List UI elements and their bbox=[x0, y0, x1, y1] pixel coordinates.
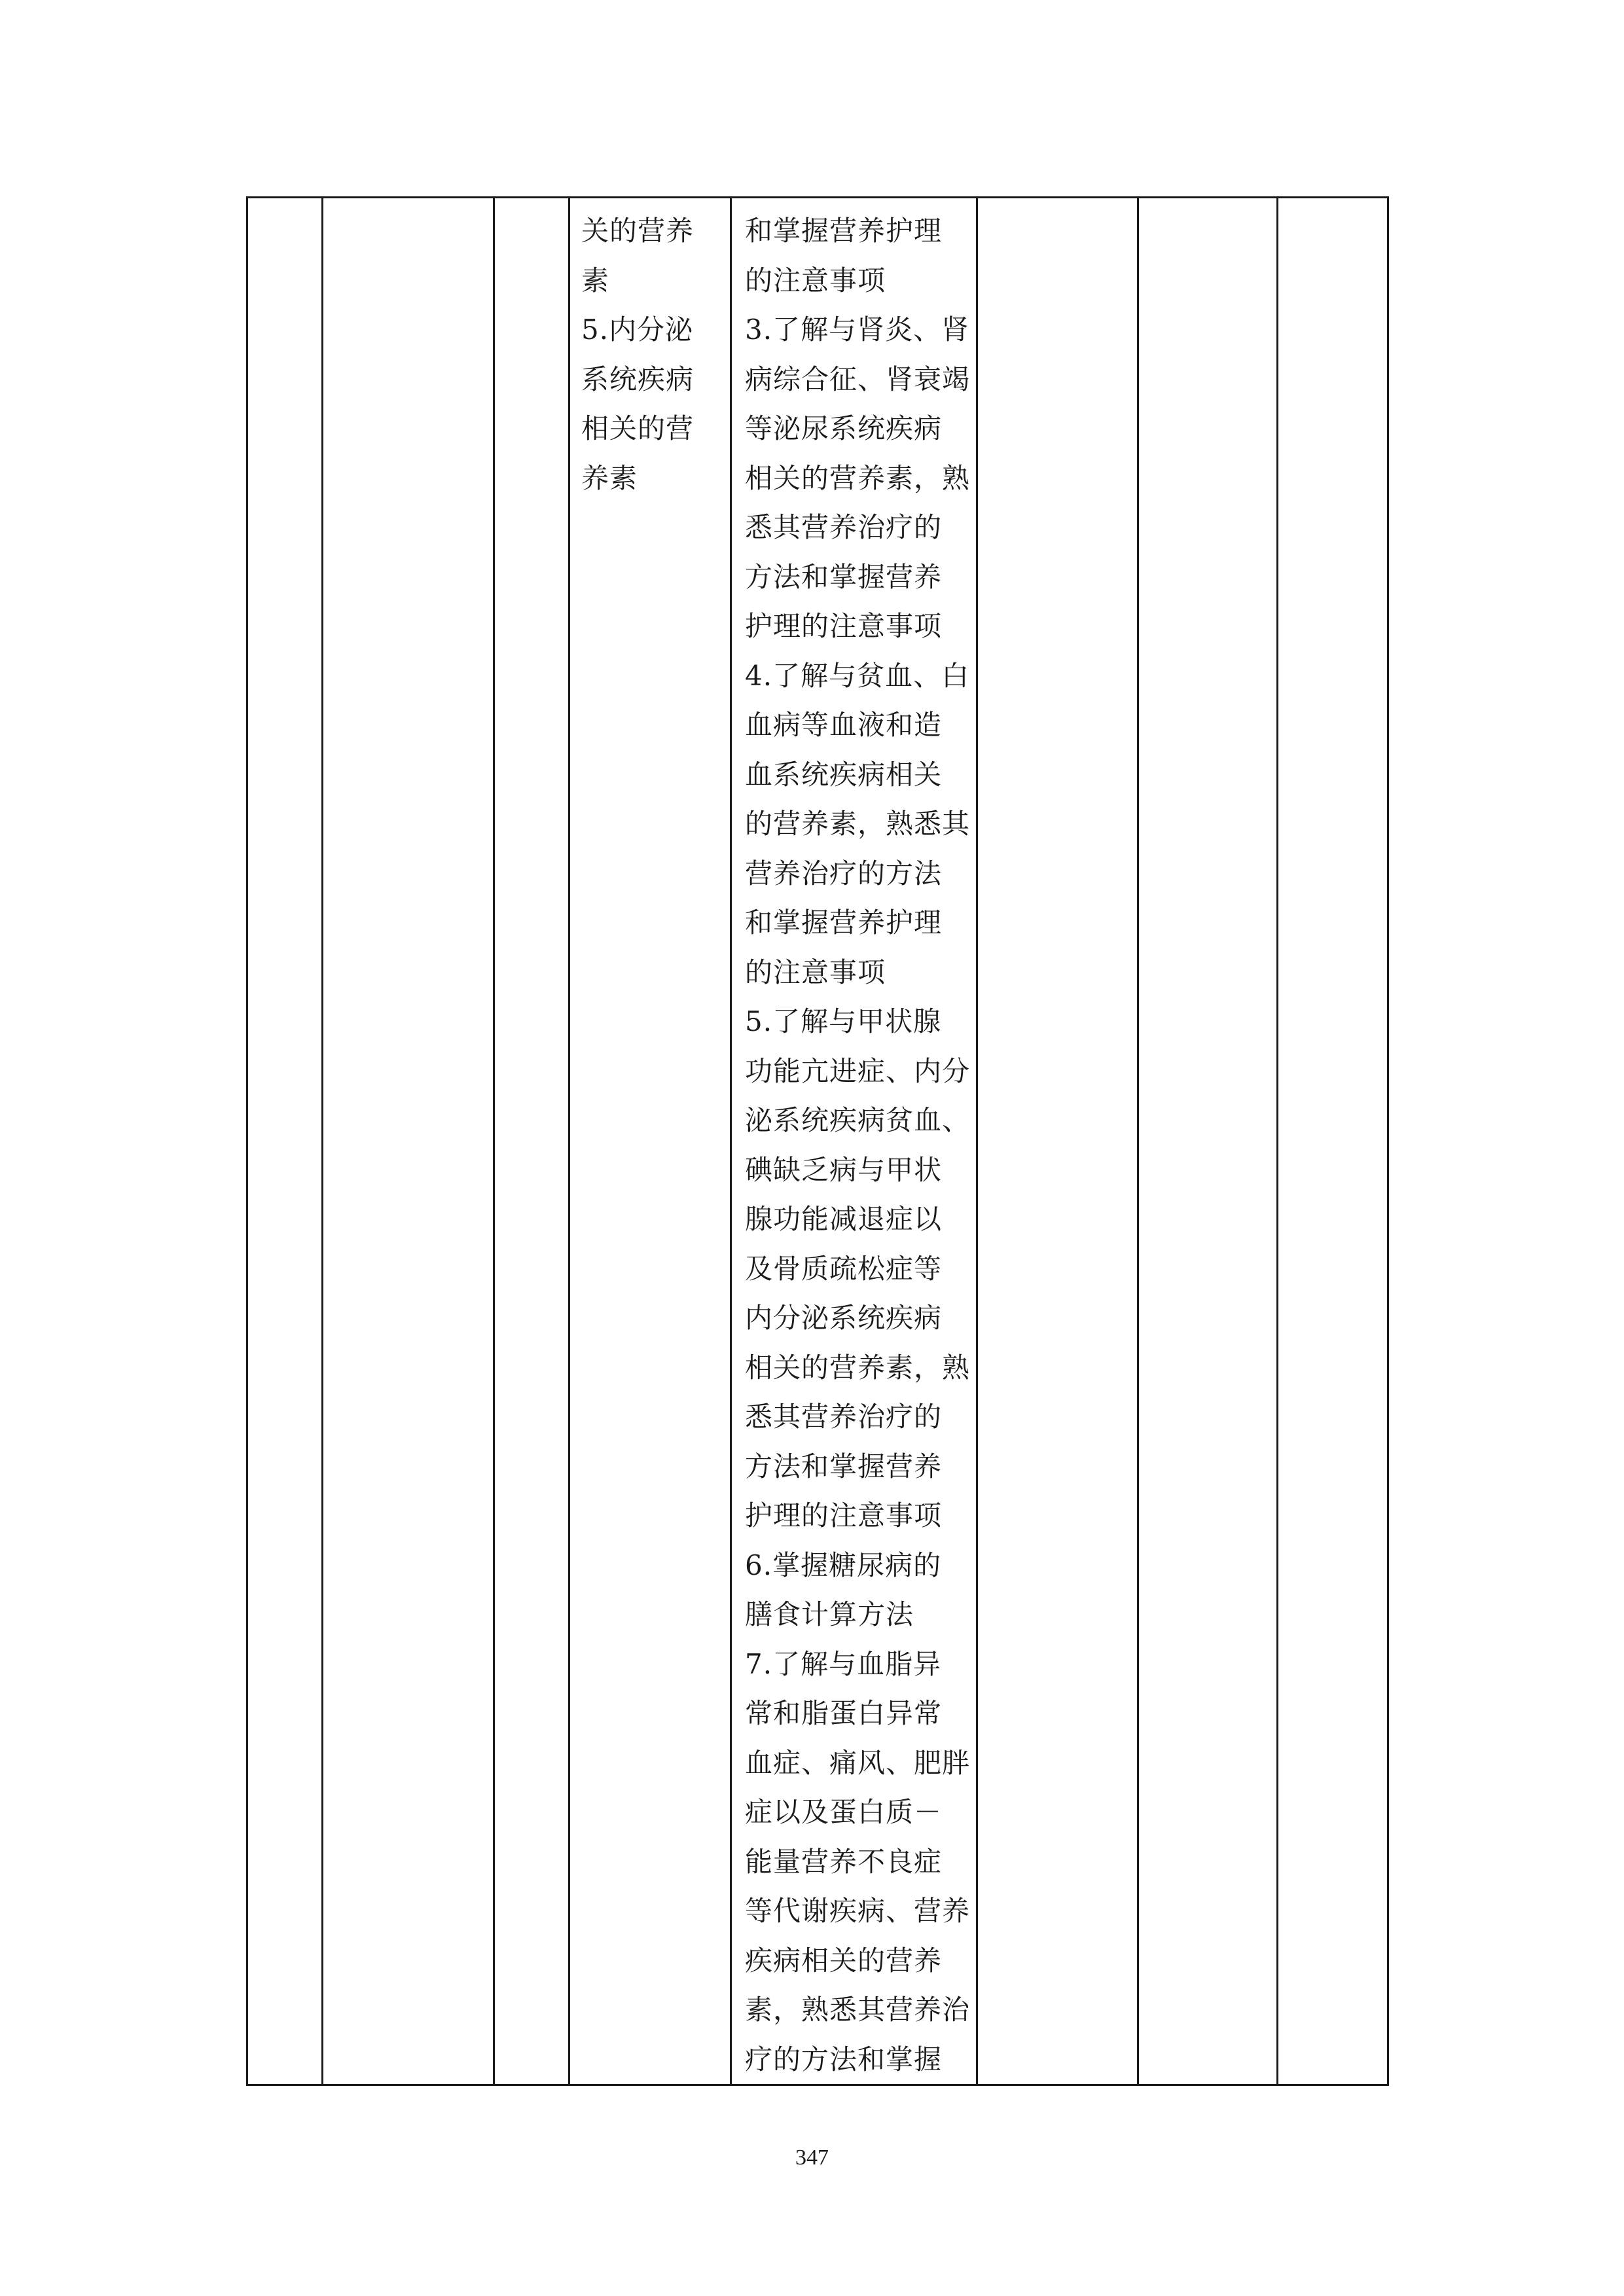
table-cell-col2 bbox=[323, 198, 494, 2085]
cell-text-line: 方法和掌握营养 bbox=[745, 560, 943, 593]
table-cell-col6 bbox=[977, 198, 1138, 2085]
cell-text-line: 相关的营养素，熟 bbox=[745, 1351, 971, 1384]
cell-text-line: 悉其营养治疗的 bbox=[745, 511, 943, 543]
cell-text-line: 方法和掌握营养 bbox=[745, 1450, 943, 1482]
cell-text-line: 5.内分泌 bbox=[581, 314, 694, 346]
table-cell-col3 bbox=[494, 198, 569, 2085]
cell-text-line: 等泌尿系统疾病 bbox=[745, 412, 943, 444]
table-cell-col4 bbox=[569, 198, 731, 2085]
cell-text-line: 相关的营 bbox=[581, 412, 695, 444]
table-cell-col1 bbox=[247, 198, 323, 2085]
cell-text-line: 碘缺乏病与甲状 bbox=[745, 1153, 943, 1186]
cell-text-line: 护理的注意事项 bbox=[745, 1499, 943, 1532]
cell-text-line: 相关的营养素，熟 bbox=[745, 461, 971, 494]
cell-text-line: 关的营养 bbox=[581, 215, 695, 247]
cell-text-line: 腺功能减退症以 bbox=[745, 1203, 943, 1235]
cell-text-line: 3.了解与肾炎、肾 bbox=[745, 314, 970, 346]
cell-text-line: 疾病相关的营养 bbox=[745, 1944, 943, 1977]
page-number: 347 bbox=[795, 2145, 829, 2170]
cell-text-line: 膳食计算方法 bbox=[745, 1598, 914, 1630]
cell-text-line: 和掌握营养护理 bbox=[745, 906, 943, 939]
table-row bbox=[247, 198, 1388, 2085]
cell-text-line: 5.了解与甲状腺 bbox=[745, 1005, 942, 1037]
table-cell-col5 bbox=[731, 198, 977, 2085]
cell-text-line: 泌系统疾病贫血、 bbox=[745, 1104, 971, 1136]
cell-text-line: 护理的注意事项 bbox=[745, 610, 943, 642]
cell-text-line: 内分泌系统疾病 bbox=[745, 1302, 943, 1334]
cell-text-line: 血病等血液和造 bbox=[745, 709, 943, 741]
cell-text-line: 的注意事项 bbox=[745, 956, 886, 988]
cell-text-line: 营养治疗的方法 bbox=[745, 857, 943, 889]
cell-text-line: 疗的方法和掌握 bbox=[745, 2043, 943, 2075]
cell-text-line: 养素 bbox=[581, 461, 638, 494]
cell-text-line: 血症、痛风、肥胖 bbox=[745, 1746, 971, 1779]
cell-text-line: 血系统疾病相关 bbox=[745, 758, 943, 791]
cell-text-line: 功能亢进症、内分 bbox=[745, 1054, 971, 1087]
col4-text bbox=[570, 198, 730, 503]
cell-text-line: 悉其营养治疗的 bbox=[745, 1401, 943, 1433]
cell-text-line: 系统疾病 bbox=[581, 363, 695, 395]
syllabus-table bbox=[246, 196, 1389, 2086]
cell-text-line: 常和脂蛋白异常 bbox=[745, 1697, 943, 1729]
cell-text-line: 和掌握营养护理 bbox=[745, 215, 943, 247]
cell-text-line: 6.掌握糖尿病的 bbox=[745, 1549, 942, 1581]
cell-text-line: 等代谢疾病、营养 bbox=[745, 1895, 971, 1927]
cell-text-line: 症以及蛋白质－ bbox=[745, 1796, 943, 1828]
table-cell-col8 bbox=[1278, 198, 1388, 2085]
cell-text-line: 能量营养不良症 bbox=[745, 1845, 943, 1878]
cell-text-line: 素 bbox=[581, 264, 610, 296]
cell-text-line: 的注意事项 bbox=[745, 264, 886, 296]
cell-text-line: 素，熟悉其营养治 bbox=[745, 1994, 971, 2026]
cell-text-line: 的营养素，熟悉其 bbox=[745, 808, 971, 840]
col5-text bbox=[732, 198, 976, 2084]
cell-text-line: 7.了解与血脂异 bbox=[745, 1647, 942, 1680]
table-cell-col7 bbox=[1138, 198, 1278, 2085]
cell-text-line: 病综合征、肾衰竭 bbox=[745, 363, 971, 395]
cell-text-line: 4.了解与贫血、白 bbox=[745, 659, 970, 692]
cell-text-line: 及骨质疏松症等 bbox=[745, 1252, 943, 1285]
